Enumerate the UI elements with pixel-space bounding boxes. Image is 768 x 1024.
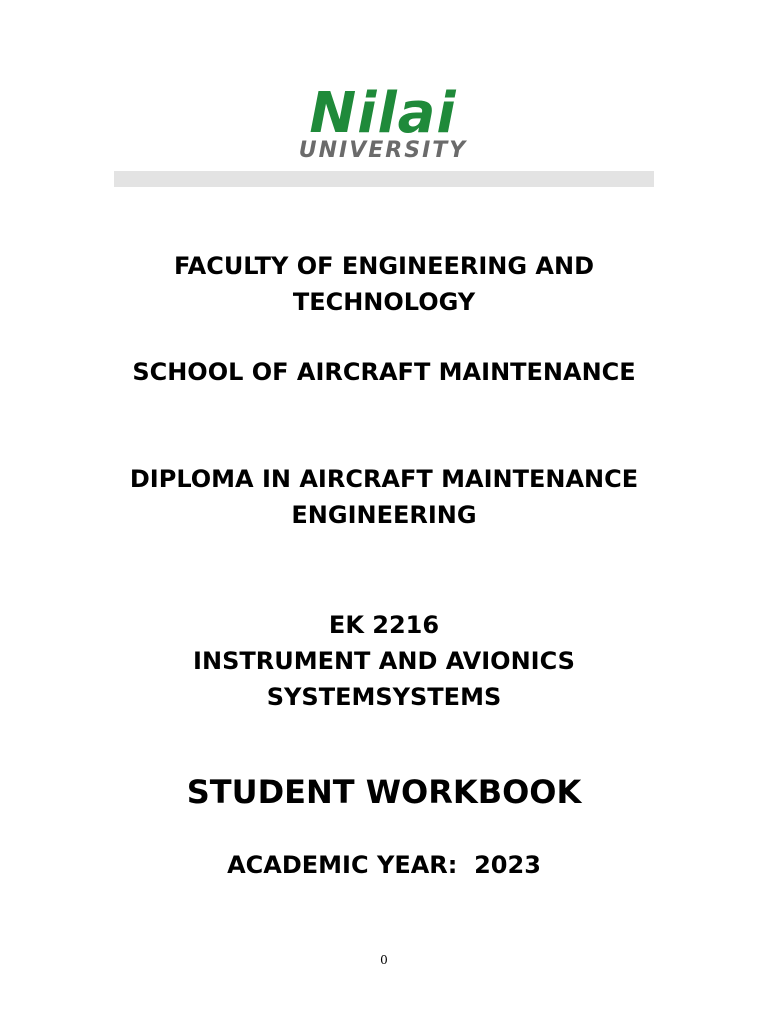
page-number: 0	[380, 953, 388, 967]
logo-subtitle: UNIVERSITY	[298, 138, 468, 162]
faculty-line-1: FACULTY OF ENGINEERING AND	[173, 252, 594, 280]
faculty-line-2: TECHNOLOGY	[292, 288, 476, 316]
header-divider-bar	[114, 171, 654, 187]
faculty-heading	[84, 248, 684, 320]
course-title-line-2: SYSTEMSYSTEMS	[266, 683, 502, 711]
diploma-line-2: ENGINEERING	[291, 501, 477, 529]
logo-wordmark: Nilai	[309, 86, 457, 146]
course-title-line-1: INSTRUMENT AND AVIONICS	[193, 647, 575, 675]
course-code: EK 2216	[328, 611, 440, 639]
diploma-heading	[84, 461, 684, 533]
school-heading	[84, 354, 684, 390]
document-title: STUDENT WORKBOOK	[186, 773, 582, 811]
nilai-university-logo	[268, 86, 498, 162]
logo-graphic	[268, 86, 498, 162]
academic-year: ACADEMIC YEAR: 2023	[227, 851, 541, 879]
school-name: SCHOOL OF AIRCRAFT MAINTENANCE	[132, 358, 636, 386]
course-heading	[84, 607, 684, 715]
diploma-line-1: DIPLOMA IN AIRCRAFT MAINTENANCE	[129, 465, 639, 493]
